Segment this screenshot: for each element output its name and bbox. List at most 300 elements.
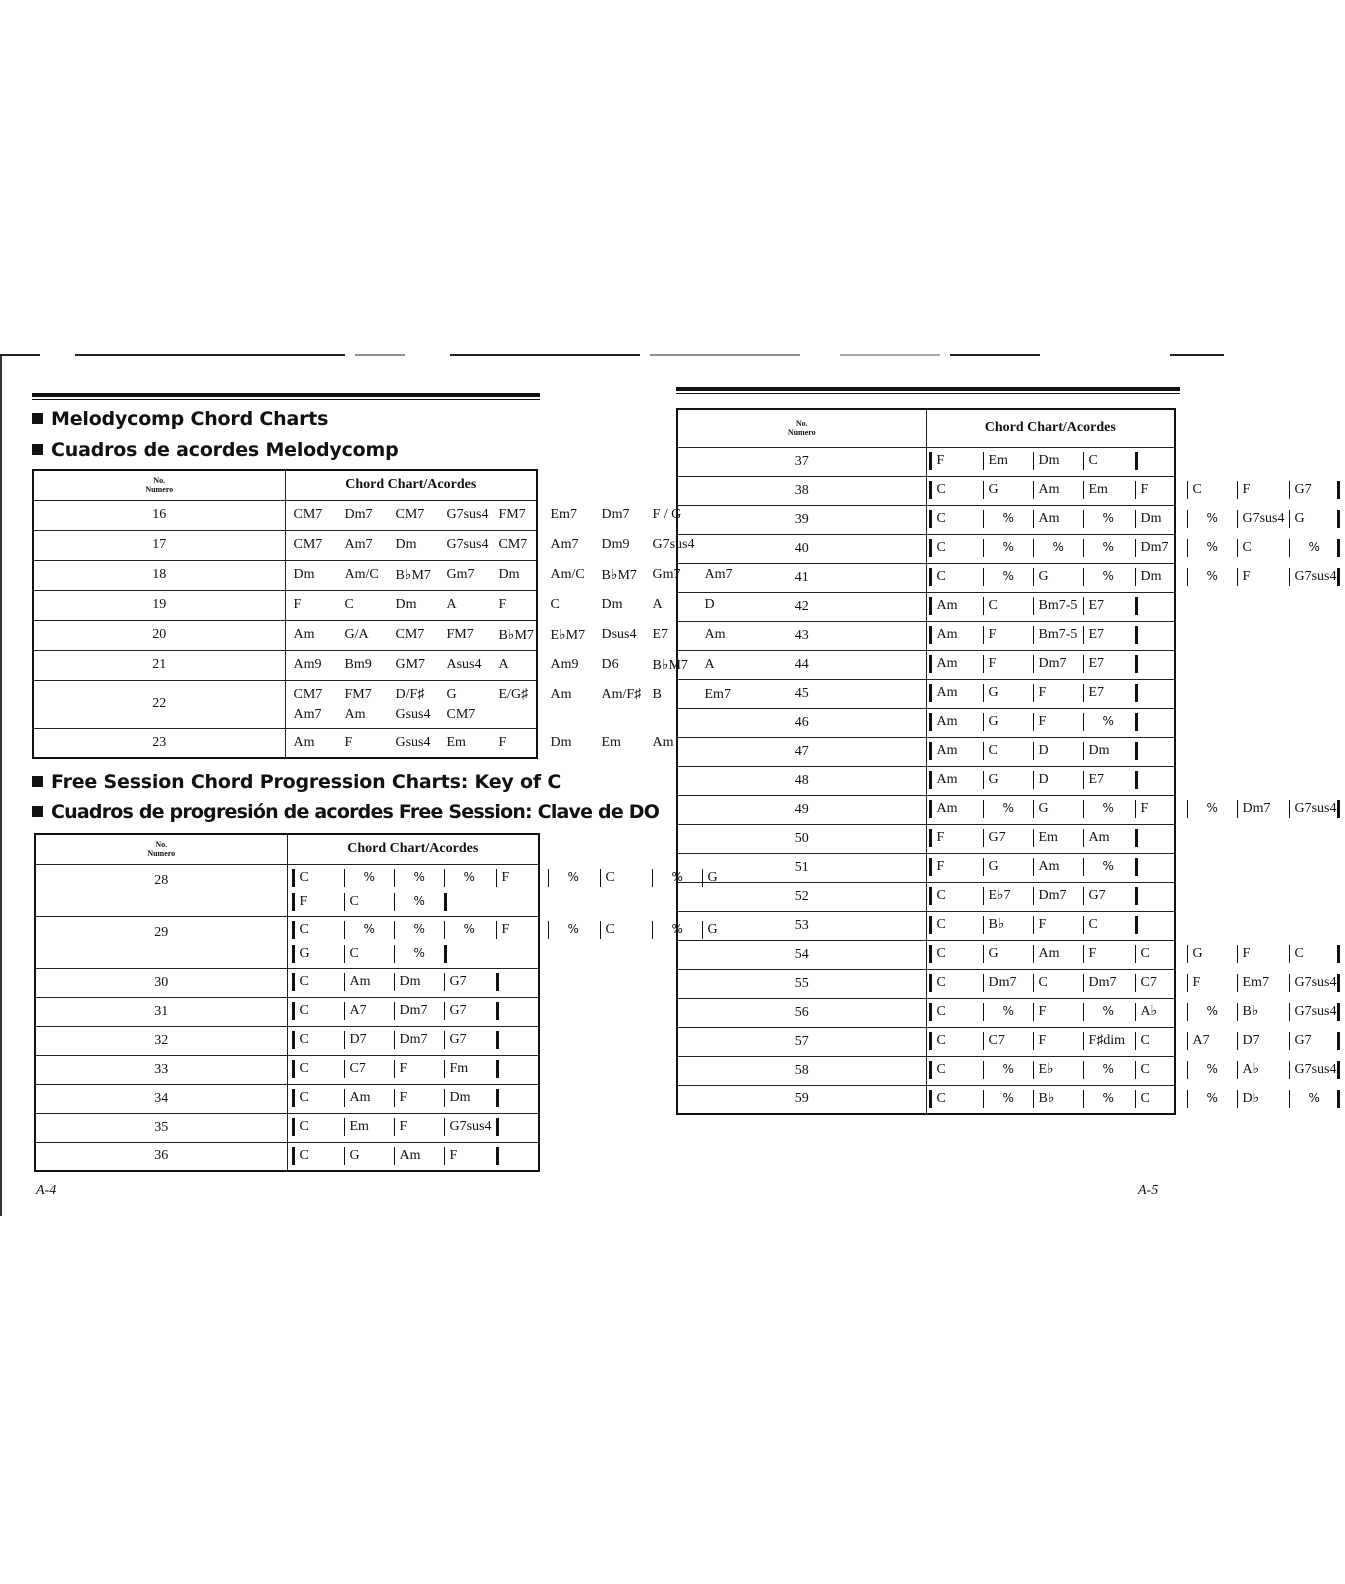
chord-label: C <box>299 922 309 938</box>
barline <box>344 1118 345 1136</box>
chord-label: E/G♯ <box>498 687 529 702</box>
repeat-measure-icon: % <box>413 922 425 937</box>
repeat-measure <box>1187 1090 1218 1108</box>
end-barline-icon <box>1337 1061 1345 1079</box>
measure <box>444 1002 467 1020</box>
chord-label: CM7 <box>395 507 425 522</box>
chord-label: C <box>936 917 946 933</box>
thick-barline <box>1337 1003 1340 1021</box>
header-chord-chart: Chord Chart/Acordes <box>285 470 537 500</box>
barline <box>1237 1061 1238 1079</box>
barline <box>344 1147 345 1165</box>
measure <box>983 974 1017 992</box>
square-bullet-icon <box>32 776 43 787</box>
progression-cell <box>926 795 1337 824</box>
barline <box>1083 1032 1084 1050</box>
measure <box>394 1147 421 1165</box>
start-barline <box>929 481 932 499</box>
progression-cell <box>926 766 1175 795</box>
chord-label: F <box>399 1090 408 1106</box>
chord-label: C <box>1294 946 1304 962</box>
measure <box>344 1118 369 1136</box>
chord-label: G7 <box>1294 1033 1312 1049</box>
square-bullet-icon <box>32 806 43 817</box>
measure <box>1083 945 1097 963</box>
barline <box>1033 568 1034 586</box>
chord-label: Gm7 <box>446 567 475 582</box>
measure <box>1083 1032 1126 1050</box>
repeat-measure-icon: % <box>463 922 475 937</box>
repeat-measure-icon: % <box>1206 511 1218 526</box>
chord-label: B♭ <box>1038 1090 1055 1106</box>
row-number: 18 <box>33 560 285 590</box>
repeat-measure <box>1083 1003 1114 1021</box>
heading-melodycomp-es: Cuadros de acordes Melodycomp <box>32 439 399 461</box>
barline <box>983 568 984 586</box>
chord-cell <box>285 560 733 590</box>
chord-label: F <box>498 734 507 750</box>
square-bullet-icon <box>32 413 43 424</box>
chord-label: C <box>936 540 946 556</box>
barline <box>1187 510 1188 528</box>
barline <box>444 1147 445 1165</box>
chord-label: C <box>936 946 946 962</box>
chord-label: E♭ <box>1038 1062 1054 1078</box>
barline <box>1083 1090 1084 1108</box>
thick-barline <box>1337 510 1340 528</box>
measure <box>1083 916 1098 934</box>
chord-label: G7sus4 <box>1294 975 1337 991</box>
table-row <box>677 621 1175 650</box>
chord-label: Am <box>936 714 958 730</box>
measure <box>1033 684 1047 702</box>
repeat-measure <box>1083 510 1114 528</box>
measure <box>292 1118 309 1136</box>
barline <box>496 869 497 887</box>
chord-label: F <box>399 1119 408 1135</box>
chord-label: F <box>1038 1004 1047 1020</box>
row-number: 32 <box>35 1026 287 1055</box>
row-number: 33 <box>35 1055 287 1084</box>
measure <box>983 1032 1005 1050</box>
end-barline-icon <box>1337 800 1345 818</box>
chord-label: Am <box>936 685 958 701</box>
start-barline <box>929 916 932 934</box>
barline <box>344 869 345 887</box>
chord-label: CM7 <box>293 507 323 522</box>
barline <box>394 1060 395 1078</box>
table-row <box>677 650 1175 679</box>
start-barline <box>929 742 932 760</box>
square-bullet-icon <box>32 444 43 455</box>
thick-barline <box>1135 684 1138 702</box>
measure <box>1237 1090 1260 1108</box>
barline <box>1033 771 1034 789</box>
barline <box>1083 945 1084 963</box>
row-number: 41 <box>677 563 926 592</box>
measure <box>1289 510 1305 528</box>
measure <box>983 887 1011 905</box>
barline <box>1289 1032 1290 1050</box>
chord-label: Em7 <box>704 687 731 702</box>
measure <box>929 771 958 789</box>
progression-cell <box>926 969 1337 998</box>
chord-label: G <box>988 714 999 730</box>
measure <box>1083 626 1105 644</box>
table-row <box>677 592 1175 621</box>
chord-label: A <box>498 657 509 672</box>
progression-cell <box>926 853 1175 882</box>
barline <box>344 945 345 963</box>
chord-label: C <box>936 888 946 904</box>
chord-label: C <box>299 870 309 886</box>
end-barline-icon <box>1135 626 1143 644</box>
measure <box>983 916 1005 934</box>
end-barline-icon <box>1135 597 1143 615</box>
start-barline <box>929 597 932 615</box>
chord-label: G7 <box>449 974 467 990</box>
barline <box>394 945 395 963</box>
measure <box>1083 974 1117 992</box>
repeat-measure-icon: % <box>1206 1062 1218 1077</box>
repeat-measure <box>1083 713 1114 731</box>
measure <box>1033 1032 1047 1050</box>
chord-label: C <box>936 975 946 991</box>
measure <box>444 1147 458 1165</box>
chord-label: F <box>1192 975 1201 991</box>
start-barline <box>929 713 932 731</box>
barline <box>983 1090 984 1108</box>
end-barline-icon <box>1337 1003 1345 1021</box>
chord-label: CM7 <box>395 627 425 642</box>
barline <box>1289 539 1290 557</box>
chord-label: C <box>1088 917 1098 933</box>
start-barline <box>929 510 932 528</box>
repeat-measure-icon: % <box>1102 1004 1114 1019</box>
end-barline-icon <box>1337 1090 1345 1108</box>
barline <box>983 1003 984 1021</box>
chord-label: F <box>1088 946 1097 962</box>
measure <box>929 597 958 615</box>
progression-cell <box>287 1142 539 1171</box>
measure <box>1135 974 1157 992</box>
measure <box>929 452 945 470</box>
repeat-measure <box>1083 1061 1114 1079</box>
measure <box>292 921 309 939</box>
table-row <box>35 1055 539 1084</box>
chord-label: Dm7 <box>601 507 630 522</box>
chord-label: Dm <box>601 597 623 612</box>
measure <box>292 1147 309 1165</box>
chord-label: G <box>299 946 310 962</box>
measure <box>394 1031 428 1049</box>
barline <box>1187 1061 1188 1079</box>
table-row <box>33 530 537 560</box>
measure <box>1187 1032 1210 1050</box>
progression-cell <box>287 1113 539 1142</box>
measure <box>496 921 510 939</box>
table-row <box>677 679 1175 708</box>
barline <box>1083 597 1084 615</box>
barline <box>394 1118 395 1136</box>
repeat-measure <box>394 921 425 939</box>
measure <box>1237 510 1285 528</box>
end-barline-icon <box>1337 945 1345 963</box>
measure <box>1237 800 1271 818</box>
row-number: 55 <box>677 969 926 998</box>
row-number: 30 <box>35 968 287 997</box>
thick-barline <box>1135 858 1138 876</box>
barline <box>1083 771 1084 789</box>
thick-barline <box>1135 742 1138 760</box>
table-header-row <box>33 470 537 500</box>
chord-label: B♭ <box>988 917 1005 933</box>
barline <box>1289 1061 1290 1079</box>
end-barline-icon <box>1135 684 1143 702</box>
start-barline <box>292 893 295 911</box>
chord-label: C <box>605 922 615 938</box>
chord-label: Am/F♯ <box>601 687 642 702</box>
chord-label: F / G <box>652 507 682 522</box>
end-barline-icon <box>1337 510 1345 528</box>
repeat-measure-icon: % <box>1206 1004 1218 1019</box>
row-number: 51 <box>677 853 926 882</box>
heading-melodycomp: Melodycomp Chord Charts <box>32 408 328 430</box>
barline <box>1135 974 1136 992</box>
repeat-measure <box>1083 1090 1114 1108</box>
barline <box>1033 626 1034 644</box>
left-top-rule <box>32 393 540 400</box>
chord-label: F <box>1242 569 1251 585</box>
start-barline <box>929 800 932 818</box>
progression-cell <box>287 916 718 968</box>
measure <box>983 626 997 644</box>
end-barline-icon <box>1337 568 1345 586</box>
table-row <box>35 1026 539 1055</box>
repeat-measure-icon: % <box>363 870 375 885</box>
chord-label: Am <box>936 627 958 643</box>
chord-label: F <box>449 1147 458 1163</box>
barline <box>394 921 395 939</box>
chord-label: E♭M7 <box>550 628 586 643</box>
progression-cell <box>926 592 1175 621</box>
barline <box>983 510 984 528</box>
start-barline <box>929 1003 932 1021</box>
repeat-measure-icon: % <box>1206 540 1218 555</box>
measure <box>983 829 1006 847</box>
barline <box>1289 800 1290 818</box>
end-barline-icon <box>1135 829 1143 847</box>
repeat-measure-icon: % <box>567 922 579 937</box>
measure <box>929 887 946 905</box>
measure <box>344 893 359 911</box>
barline <box>1083 742 1084 760</box>
table-row <box>35 997 539 1026</box>
measure <box>929 481 946 499</box>
chord-label: A7 <box>1192 1033 1210 1049</box>
measure <box>292 1089 309 1107</box>
repeat-measure-icon: % <box>363 922 375 937</box>
table-row <box>677 882 1175 911</box>
chord-label: E7 <box>652 627 669 642</box>
chord-label: C <box>299 1061 309 1077</box>
start-barline <box>929 974 932 992</box>
chord-label: Dm <box>498 567 520 582</box>
barline <box>1083 1003 1084 1021</box>
repeat-measure <box>1083 858 1114 876</box>
table-row <box>33 560 537 590</box>
barline <box>983 1032 984 1050</box>
barline <box>983 829 984 847</box>
barline <box>1083 800 1084 818</box>
chord-label: F <box>936 830 945 846</box>
measure <box>929 539 946 557</box>
measure <box>1135 1090 1150 1108</box>
measure <box>1135 510 1162 528</box>
barline <box>1135 1061 1136 1079</box>
table-row <box>35 916 539 968</box>
barline <box>444 1060 445 1078</box>
chord-label: D7 <box>349 1032 367 1048</box>
measure <box>983 481 999 499</box>
free-session-progression-table-right <box>676 408 1337 1115</box>
chord-label: A♭ <box>1242 1062 1260 1078</box>
barline <box>1033 597 1034 615</box>
repeat-measure-icon: % <box>1002 569 1014 584</box>
chord-label: CM7 <box>498 537 528 552</box>
chord-cell <box>285 728 674 758</box>
repeat-measure-icon: % <box>413 894 425 909</box>
barline <box>1033 481 1034 499</box>
chord-label: F <box>501 922 510 938</box>
repeat-measure-icon: % <box>671 922 683 937</box>
repeat-measure <box>394 945 425 963</box>
measure <box>1135 481 1149 499</box>
repeat-measure <box>394 893 425 911</box>
measure <box>929 974 946 992</box>
chord-label: Am <box>1038 946 1060 962</box>
table-row <box>33 650 537 680</box>
measure <box>983 597 998 615</box>
row-number: 53 <box>677 911 926 940</box>
chord-label: Am7 <box>704 567 733 582</box>
chord-label: C <box>936 569 946 585</box>
end-barline-icon <box>1337 481 1345 499</box>
chord-label: G7sus4 <box>446 537 489 552</box>
measure <box>394 1060 408 1078</box>
chord-label: F <box>344 734 353 750</box>
start-barline <box>292 945 295 963</box>
thick-barline <box>1337 1061 1340 1079</box>
thick-barline <box>496 1089 499 1107</box>
measure <box>929 945 946 963</box>
progression-cell <box>926 679 1175 708</box>
table-row <box>677 911 1175 940</box>
header-no: No. Numero <box>677 409 926 447</box>
repeat-measure <box>983 800 1014 818</box>
measure <box>1135 539 1169 557</box>
chord-label: B♭M7 <box>601 568 637 583</box>
measure <box>929 1032 946 1050</box>
barline <box>344 1002 345 1020</box>
chord-label: C <box>299 1003 309 1019</box>
barline <box>983 713 984 731</box>
measure <box>1237 1003 1259 1021</box>
chord-label: G <box>1294 511 1305 527</box>
table-row <box>33 680 537 728</box>
barline <box>1237 1032 1238 1050</box>
measure <box>1237 568 1251 586</box>
repeat-measure <box>983 1090 1014 1108</box>
barline <box>1237 1003 1238 1021</box>
barline <box>1187 1090 1188 1108</box>
chord-label: Am <box>1038 511 1060 527</box>
table-row <box>35 864 539 916</box>
barline <box>394 1089 395 1107</box>
chord-label: Am <box>652 734 674 750</box>
barline <box>444 1002 445 1020</box>
chord-label: Am <box>349 1090 371 1106</box>
measure <box>1289 1032 1312 1050</box>
barline <box>1083 1061 1084 1079</box>
chord-label: C7 <box>349 1061 366 1077</box>
measure <box>1187 481 1202 499</box>
chord-label: B♭M7 <box>395 568 431 583</box>
table-row <box>677 1085 1175 1114</box>
chord-label: C <box>344 597 354 612</box>
chord-label: Dm <box>1140 511 1162 527</box>
barline <box>1033 974 1034 992</box>
table-header-row <box>35 834 539 864</box>
chord-label: D6 <box>601 657 619 672</box>
chord-label: C <box>299 974 309 990</box>
chord-label: C <box>936 1090 946 1106</box>
measure <box>1237 974 1269 992</box>
barline <box>1237 568 1238 586</box>
thick-barline <box>1135 655 1138 673</box>
progression-cell <box>926 1085 1320 1114</box>
table-row <box>35 1113 539 1142</box>
measure <box>1083 655 1105 673</box>
repeat-measure-icon: % <box>1002 1062 1014 1077</box>
measure <box>1033 945 1060 963</box>
row-number: 31 <box>35 997 287 1026</box>
end-barline-icon <box>496 1147 504 1165</box>
end-barline-icon <box>496 1118 504 1136</box>
scan-edge-line <box>0 354 1224 358</box>
chord-label: B♭M7 <box>652 658 688 673</box>
row-number: 40 <box>677 534 926 563</box>
heading-free-session: Free Session Chord Progression Charts: Key of C <box>32 771 561 793</box>
measure <box>929 655 958 673</box>
chord-label: C <box>299 1147 309 1163</box>
chord-label: G <box>707 922 718 938</box>
measure <box>394 973 421 991</box>
row-number: 52 <box>677 882 926 911</box>
barline <box>983 1061 984 1079</box>
row-number: 59 <box>677 1085 926 1114</box>
barline <box>1289 945 1290 963</box>
row-number: 39 <box>677 505 926 534</box>
barline <box>1083 539 1084 557</box>
chord-label: F <box>299 894 308 910</box>
chord-label: Asus4 <box>446 657 482 672</box>
table-row <box>677 1056 1175 1085</box>
measure <box>929 800 958 818</box>
chord-label: G7 <box>449 1003 467 1019</box>
barline <box>1135 945 1136 963</box>
start-barline <box>929 858 932 876</box>
